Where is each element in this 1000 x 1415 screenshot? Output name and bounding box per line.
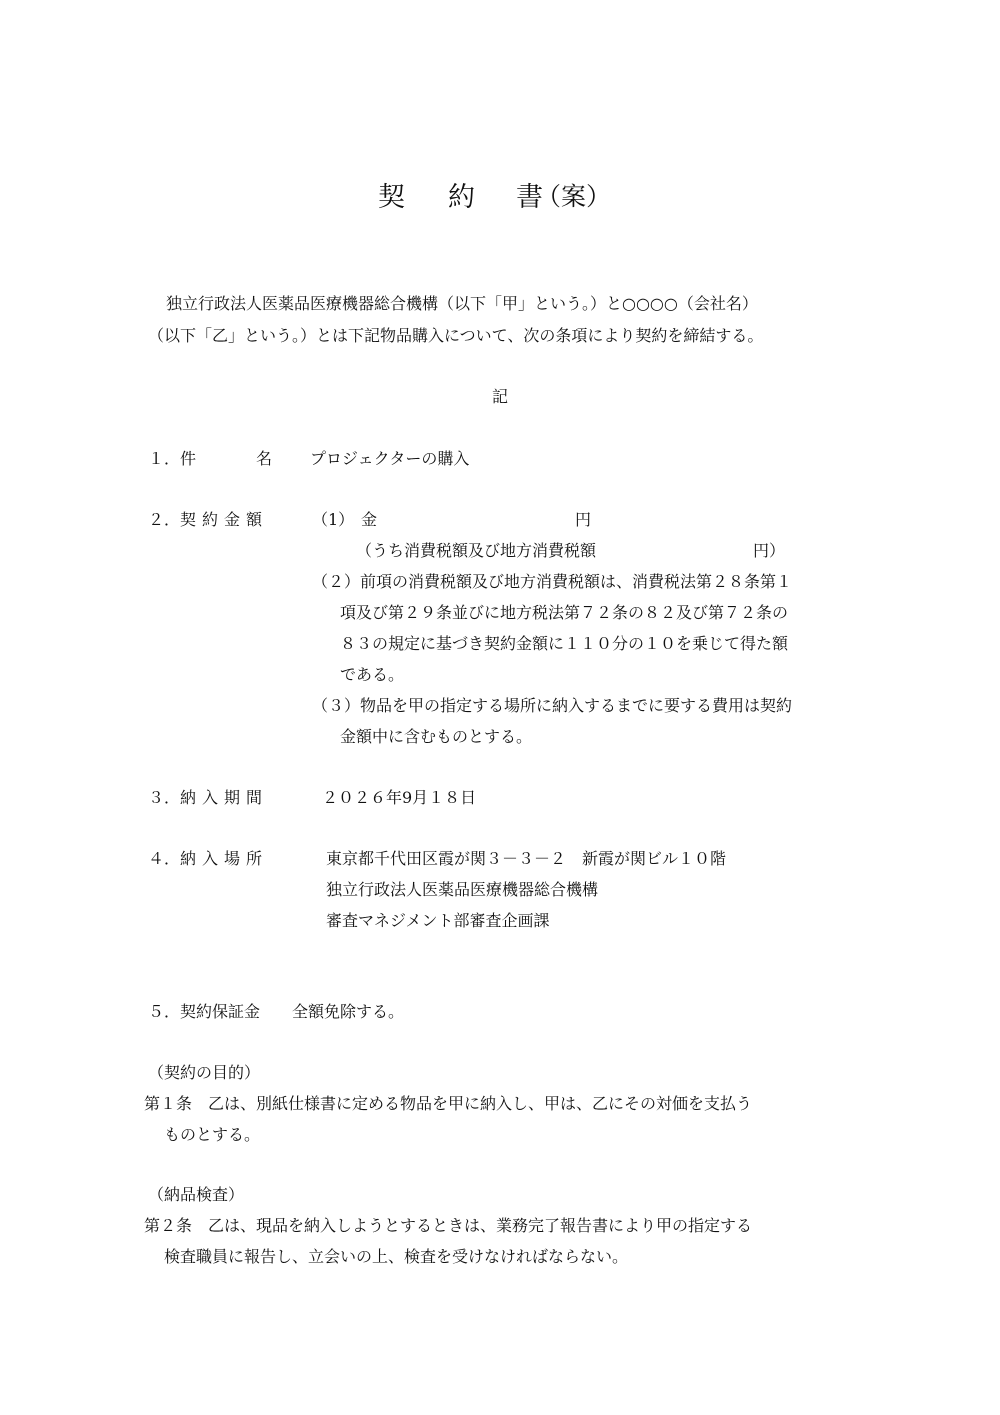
- article1-heading: （契約の目的）: [148, 1063, 261, 1082]
- preamble-line-2: （以下「乙」という。）とは下記物品購入について、次の条項により契約を締結する。: [148, 326, 764, 345]
- title-char-3: 書: [516, 182, 543, 213]
- article2-line-2: 検査職員に報告し、立会いの上、検査を受けなければならない。: [164, 1247, 629, 1266]
- article2-heading: （納品検査）: [148, 1185, 245, 1204]
- item2-sub2-line-4: である。: [340, 665, 405, 684]
- item1-label-a: 件: [180, 449, 197, 468]
- article2-line-1: 第２条 乙は、現品を納入しようとするときは、業務完了報告書により甲の指定する: [144, 1216, 753, 1235]
- item4-line-1: 東京都千代田区霞が関３－３－２ 新霞が関ビル１０階: [326, 849, 727, 868]
- ki-heading: 記: [492, 387, 509, 406]
- item2-sub1-tax-close: 円）: [753, 541, 786, 560]
- item1-value: プロジェクターの購入: [310, 449, 470, 468]
- item4-line-2: 独立行政法人医薬品医療機器総合機構: [326, 880, 599, 899]
- item4-number: ４．: [148, 849, 181, 868]
- item2-sub2-line-2: 項及び第２９条並びに地方税法第７２条の８２及び第７２条の: [340, 603, 789, 622]
- article1-line-1: 第１条 乙は、別紙仕様書に定める物品を甲に納入し、甲は、乙にその対価を支払う: [144, 1094, 753, 1113]
- item2-sub1-number: （1）: [312, 510, 355, 529]
- item5-value: 全額免除する。: [292, 1002, 405, 1021]
- item2-sub2-line-3: ８３の規定に基づき契約金額に１１０分の１０を乗じて得た額: [340, 634, 789, 653]
- item2-label: 契約金額: [180, 510, 269, 529]
- item2-sub1-tax-open: （うち消費税額及び地方消費税額: [356, 541, 597, 560]
- item2-sub1-kin: 金: [361, 510, 378, 529]
- item1-number: １．: [148, 449, 181, 468]
- title-char-2: 約: [448, 182, 475, 213]
- item2-sub3-line-2: 金額中に含むものとする。: [340, 727, 533, 746]
- item4-line-3: 審査マネジメント部審査企画課: [326, 911, 550, 930]
- title-char-1: 契: [378, 182, 405, 213]
- item2-sub2-line-1: （２）前項の消費税額及び地方消費税額は、消費税法第２８条第１: [312, 572, 793, 591]
- title-suffix: （案）: [536, 182, 612, 211]
- item2-number: ２．: [148, 510, 181, 529]
- item5-label: 契約保証金: [180, 1002, 261, 1021]
- item2-sub1-yen: 円: [575, 510, 592, 529]
- article1-line-2: ものとする。: [164, 1125, 261, 1144]
- item4-label: 納入場所: [180, 849, 269, 868]
- item3-number: ３．: [148, 788, 181, 807]
- item1-label-b: 名: [256, 449, 273, 468]
- preamble-line-1: 独立行政法人医薬品医療機器総合機構（以下「甲」という。）と○○○○（会社名）: [166, 294, 758, 313]
- item2-sub3-line-1: （３）物品を甲の指定する場所に納入するまでに要する費用は契約: [312, 696, 793, 715]
- item3-label: 納入期間: [180, 788, 269, 807]
- item3-value: ２０２６年9月１８日: [322, 788, 477, 807]
- item5-number: ５．: [148, 1002, 181, 1021]
